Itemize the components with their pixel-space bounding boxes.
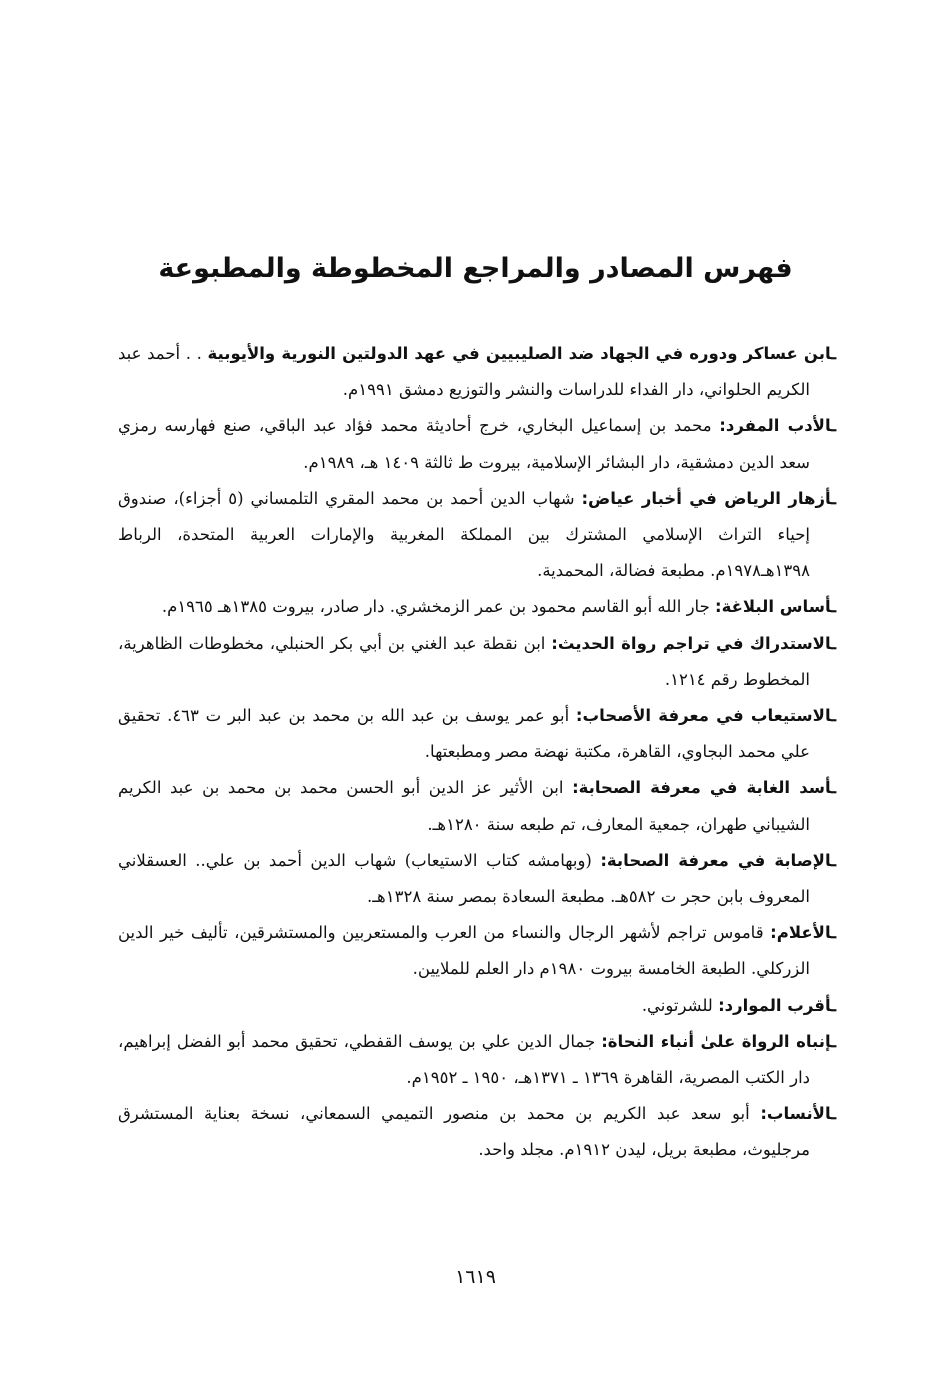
- entry-heading: أقرب الموارد:: [718, 995, 832, 1015]
- entry-text: ابن نقطة عبد الغني بن أبي بكر الحنبلي، مخطوطات الظاهرية، المخطوط رقم ١٢١٤.: [118, 633, 810, 689]
- entry-heading: ابن عساكر ودوره في الجهاد ضد الصليبيين في عهد الدولتين النورية والأيوبية: [207, 344, 832, 363]
- entry-text: (وبهامشه كتاب الاستيعاب) شهاب الدين أحمد بن علي.. العسقلاني المعروف بابن حجر ت ٥٨٢هـ. مطبعة السعادة بمصر سنة ١٣٢٨هـ.: [118, 850, 810, 907]
- entry-heading: أزهار الرياض في أخبار عياض:: [581, 488, 832, 508]
- entry-heading: أسد الغابة في معرفة الصحابة:: [572, 778, 832, 798]
- entry-dash: ـ: [831, 416, 836, 436]
- entry-heading: الإصابة في معرفة الصحابة:: [600, 850, 832, 870]
- page-number: ١٦١٩: [455, 1266, 496, 1288]
- entry-heading: الأنساب:: [760, 1104, 832, 1124]
- bibliography-entry: [118, 408, 836, 480]
- entry-text: جار الله أبو القاسم محمود بن عمر الزمخشري. دار صادر، بيروت ١٣٨٥هـ ١٩٦٥م.: [161, 597, 716, 617]
- entry-heading: الأعلام:: [770, 923, 832, 943]
- entry-dash: ـ: [831, 850, 836, 870]
- bibliography-entry: [118, 1096, 836, 1168]
- entry-text: أبو عمر يوسف بن عبد الله بن محمد بن عبد البر ت ٤٦٣. تحقيق علي محمد البجاوي، القاهرة، مكتبة نهضة مصر ومطبعتها.: [118, 706, 810, 762]
- entry-heading: إنباه الرواة علىٰ أنباء النحاة:: [601, 1031, 832, 1051]
- bibliography-entry: [118, 698, 836, 770]
- entry-dash: ـ: [831, 706, 836, 726]
- entry-dash: ـ: [831, 923, 836, 943]
- entry-dash: ـ: [831, 597, 836, 617]
- bibliography-entry: [118, 915, 836, 987]
- entry-text: محمد بن إسماعيل البخاري، خرج أحاديثة محمد فؤاد عبد الباقي، صنع فهارسه رمزي سعد الدين دمشقية، دار البشائر الإسلامية، بيروت ط ثالثة ١٤٠٩ هـ، ١٩٨٩م.: [118, 416, 810, 472]
- entry-dash: ـ: [831, 633, 836, 653]
- page-title: فهرس المصادر والمراجع المخطوطة والمطبوعة: [158, 253, 793, 284]
- entry-heading: الاستيعاب في معرفة الأصحاب:: [575, 706, 832, 726]
- entry-heading: الاستدراك في تراجم رواة الحديث:: [551, 633, 832, 653]
- entry-dash: ـ: [831, 344, 836, 363]
- entry-text: أبو سعد عبد الكريم بن محمد بن منصور التميمي السمعاني، نسخة بعناية المستشرق مرجليوث، مطبعة بريل، ليدن ١٩١٢م. مجلد واحد.: [118, 1104, 810, 1160]
- bibliography-entry: [118, 481, 836, 590]
- entry-dash: ـ: [831, 488, 837, 508]
- entry-dash: ـ: [831, 995, 836, 1015]
- entry-text: جمال الدين علي بن يوسف القفطي، تحقيق محمد أبو الفضل إبراهيم، دار الكتب المصرية، القاهرة ١٣٦٩ ـ ١٣٧١هـ، ١٩٥٠ ـ ١٩٥٢م.: [118, 1031, 810, 1088]
- entry-text: . . أحمد عبد الكريم الحلواني، دار الفداء للدراسات والنشر والتوزيع دمشق ١٩٩١م.: [118, 344, 810, 400]
- entry-dash: ـ: [831, 778, 837, 798]
- bibliography-entry: [118, 988, 836, 1024]
- bibliography-entry: [118, 626, 836, 698]
- bibliography-list: [118, 336, 836, 1169]
- entry-heading: الأدب المفرد:: [719, 416, 832, 436]
- entry-text: قاموس تراجم لأشهر الرجال والنساء من العرب والمستعربين والمستشرقين، تأليف خير الدين الزركلي. الطبعة الخامسة بيروت ١٩٨٠م دار العلم للملايين.: [118, 923, 810, 979]
- entry-dash: ـ: [831, 1031, 836, 1051]
- entry-heading: أساس البلاغة:: [715, 597, 832, 617]
- bibliography-entry: [118, 770, 836, 842]
- entry-text: للشرتوني.: [641, 995, 719, 1015]
- bibliography-entry: [118, 336, 836, 408]
- entry-text: شهاب الدين أحمد بن محمد المقري التلمساني (٥ أجزاء)، صندوق إحياء التراث الإسلامي المشترك بين المملكة المغربية والإمارات العربية المتحدة، الرباط ١٣٩٨هـ١٩٧٨م. مطبعة فضالة، المحمدية.: [118, 488, 810, 581]
- entry-text: ابن الأثير عز الدين أبو الحسن محمد بن محمد بن عبد الكريم الشيباني طهران، جمعية المعارف، تم طبعه سنة ١٢٨٠هـ.: [118, 778, 810, 834]
- bibliography-entry: [118, 843, 836, 915]
- entry-dash: ـ: [831, 1104, 836, 1124]
- bibliography-entry: [118, 589, 836, 625]
- bibliography-entry: [118, 1024, 836, 1096]
